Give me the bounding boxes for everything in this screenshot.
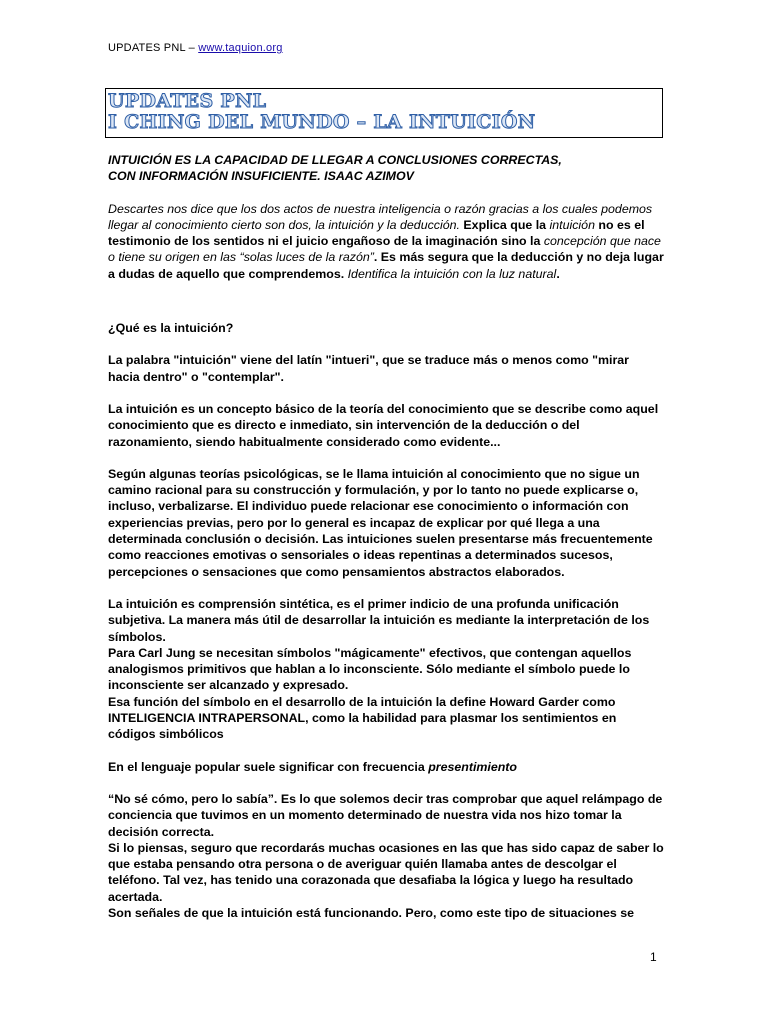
title-line-2: I CHING DEL MUNDO – LA INTUICIÓN xyxy=(108,111,536,133)
header-text: UPDATES PNL – xyxy=(108,42,199,54)
intro-s6: . Es más segura que la deducción y no deja lugar a dudas de aquello que comprendemos. xyxy=(108,250,664,281)
paragraph-3: Según algunas teorías psicológicas, se le llama intuición al conocimiento que no sigue un camino racional para su construcción y formulación, y por lo tanto no puede explicarse o, incluso, verbalizarse. El individuo puede relacionar ese conocimiento o información con experiencias previas, pero por lo general es incapaz de explicar por qué llega a una determinada conclusión o decisión. Las intuiciones suelen presentarse más frecuentemente como reacciones emotivas o sensoriales o ideas repentinas a determinados sucesos, percepciones o sensaciones que como pensamientos abstractos elaborados. xyxy=(108,466,653,579)
intro-s5: concepción que nace o tiene su origen en las “solas luces de la razón” xyxy=(108,234,661,265)
intro-s4: no es el testimonio de los sentidos ni el juicio engañoso de la imaginación sino la xyxy=(108,217,645,249)
paragraph-4: La intuición es comprensión sintética, es el primer indicio de una profunda unificación subjetiva. La manera más útil de desarrollar la intuición es mediante la interpretación de los símbolos. xyxy=(108,596,650,644)
quote-line-2: CON INFORMACIÓN INSUFICIENTE. ISAAC AZIMOV xyxy=(108,169,414,184)
header-link[interactable]: www.taquion.org xyxy=(198,42,283,54)
paragraph-7 xyxy=(108,759,664,775)
paragraph-7-text: En el lenguaje popular suele significar con frecuencia xyxy=(108,759,429,774)
page-number: 1 xyxy=(650,950,657,964)
paragraph-6: Esa función del símbolo en el desarrollo de la intuición la define Howard Garder como INTELIGENCIA INTRAPERSONAL, como la habilidad para plasmar los sentimientos en códigos simbólicos xyxy=(108,694,617,742)
epigraph-quote xyxy=(108,152,664,185)
paragraph-9: Si lo piensas, seguro que recordarás muchas ocasiones en las que has sido capaz de saber lo que estaba pensando otra persona o de averiguar quién llamaba antes de descolgar el teléfono. Tal vez, has tenido una corazonada que desafiaba la lógica y luego ha resultado acertada. xyxy=(108,840,664,904)
intro-s2: Explica que la xyxy=(459,217,550,232)
page-header xyxy=(108,42,283,54)
paragraph-2: La intuición es un concepto básico de la teoría del conocimiento que se describe como aquel conocimiento que es directo e inmediato, sin intervención de la deducción o del razonamiento, siendo habitualmente considerado como evidente... xyxy=(108,401,659,449)
intro-s8: . xyxy=(556,266,560,281)
paragraph-5: Para Carl Jung se necesitan símbolos "mágicamente" efectivos, que contengan aquellos analogismos primitivos que hablan a lo inconsciente. Sólo mediante el símbolo puede lo inconsciente ser alcanzado y expresado. xyxy=(108,645,632,693)
quote-line-1: INTUICIÓN ES LA CAPACIDAD DE LLEGAR A CONCLUSIONES CORRECTAS, xyxy=(108,153,562,167)
section-heading: ¿Qué es la intuición? xyxy=(108,321,234,336)
intro-s1: Descartes nos dice que los dos actos de nuestra inteligencia o razón gracias a los cuales podemos llegar al conocimiento cierto son dos, la intuición y la deducción. xyxy=(108,201,653,232)
intro-s3: intuición xyxy=(549,217,595,232)
intro-s7: Identifica la intuición con la luz natural xyxy=(344,266,557,281)
paragraph-8: “No sé cómo, pero lo sabía”. Es lo que solemos decir tras comprobar que aquel relámpago de conciencia que tuvimos en un momento determinado de nuestra vida nos hizo tomar la decisión correcta. xyxy=(108,791,663,839)
title-box xyxy=(105,88,663,138)
intro-paragraph xyxy=(108,201,664,282)
document-body xyxy=(108,152,664,921)
paragraph-1: La palabra "intuición" viene del latín "intueri", que se traduce más o menos como "mirar hacia dentro" o "contemplar". xyxy=(108,353,629,384)
paragraph-7-italic: presentimiento xyxy=(428,759,518,774)
paragraph-10: Son señales de que la intuición está funcionando. Pero, como este tipo de situaciones se xyxy=(108,905,635,920)
title-line-1: UPDATES PNL xyxy=(108,90,267,112)
